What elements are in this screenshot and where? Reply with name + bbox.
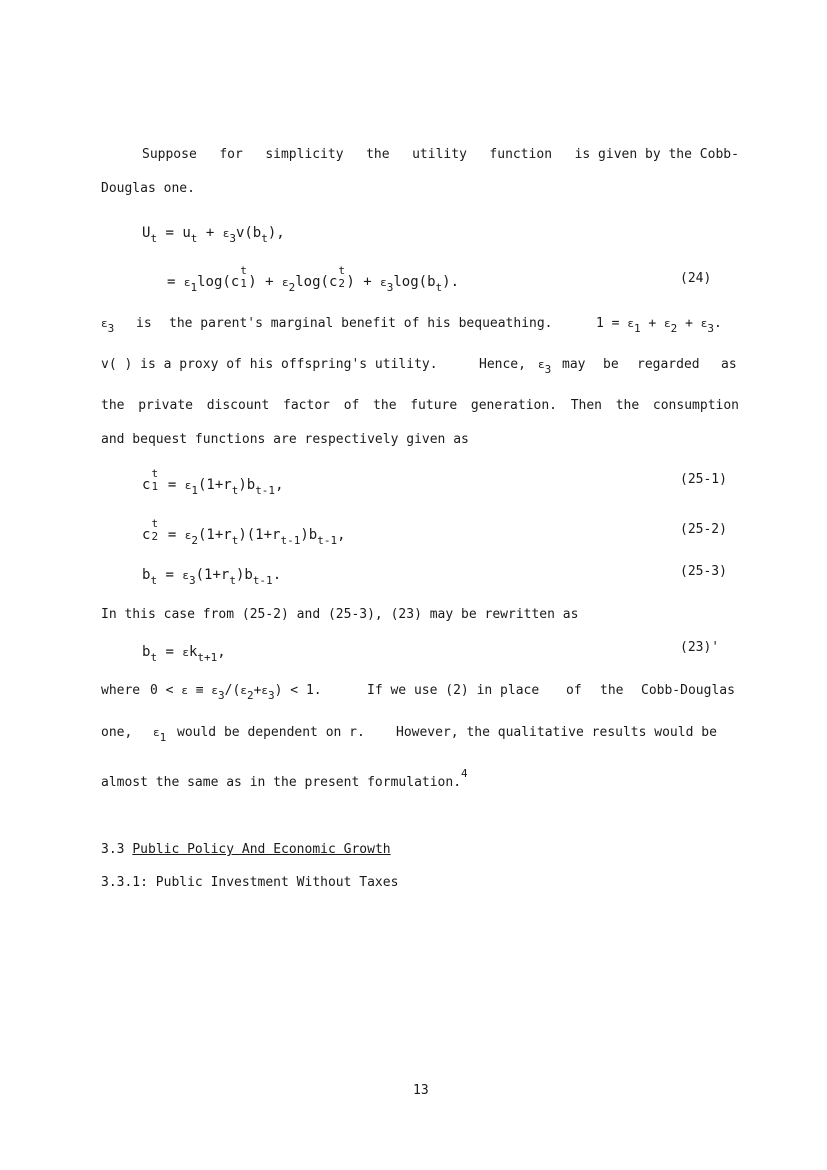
word: the bbox=[600, 683, 624, 698]
word: future bbox=[410, 398, 458, 413]
equation-25-3: $b_t = \varepsilon_3(1+r_t)b_{t-1}$. bbox=[142, 567, 282, 587]
paragraph4-line2 bbox=[101, 725, 741, 744]
word: where bbox=[101, 683, 141, 698]
word: generation. bbox=[470, 398, 557, 413]
equation-number-24: (24) bbox=[680, 271, 712, 286]
word: is given by the Cobb- bbox=[574, 147, 739, 162]
word: Suppose bbox=[142, 147, 197, 162]
word: regarded bbox=[637, 357, 700, 372]
word: the bbox=[373, 398, 397, 413]
word: one, bbox=[101, 725, 133, 740]
word: is bbox=[136, 316, 152, 331]
section-title: Public Policy And Economic Growth bbox=[132, 842, 391, 857]
footnote-marker[interactable]: 4 bbox=[461, 767, 468, 780]
word: as bbox=[721, 357, 737, 372]
epsilon-sum-identity: $1 = \varepsilon_1 + \varepsilon_2 + \varepsilon_3$. bbox=[596, 316, 722, 335]
word: consumption bbox=[652, 398, 739, 413]
text: If we use (2) in place bbox=[367, 683, 540, 698]
paragraph2-line4: and bequest functions are respectively given as bbox=[101, 432, 469, 447]
equation-25-1: c t 1 = $\varepsilon_1(1+r_t)b_{t-1}$, bbox=[142, 467, 284, 497]
word: the bbox=[366, 147, 390, 162]
word: function bbox=[489, 147, 553, 162]
equation-utility-def: $U_t = u_t + \varepsilon_3v(b_t)$, bbox=[142, 225, 285, 245]
epsilon1-symbol: $\varepsilon_1$ bbox=[153, 726, 167, 744]
paragraph3-line1: In this case from (25-2) and (25-3), (23) may be rewritten as bbox=[101, 607, 579, 622]
equation-number-23-prime: (23)' bbox=[680, 640, 720, 655]
word: Then bbox=[570, 398, 603, 413]
section-heading bbox=[101, 842, 391, 858]
text: v( ) is a proxy of his offspring's utility. bbox=[101, 357, 438, 372]
text: almost the same as in the present formulation. bbox=[101, 775, 462, 790]
page-number: 13 bbox=[413, 1083, 429, 1098]
equation-number-25-1: (25-1) bbox=[680, 472, 727, 487]
word: discount bbox=[206, 398, 270, 413]
word: of bbox=[343, 398, 360, 413]
equation-number-25-2: (25-2) bbox=[680, 522, 727, 537]
word: may bbox=[562, 357, 586, 372]
word: factor bbox=[283, 398, 330, 413]
paragraph2-line3 bbox=[101, 398, 739, 414]
equation-number-25-3: (25-3) bbox=[680, 564, 727, 579]
word: Cobb-Douglas bbox=[641, 683, 735, 698]
word: private bbox=[138, 398, 193, 413]
subsection-heading: 3.3.1: Public Investment Without Taxes bbox=[101, 875, 399, 890]
word: the bbox=[101, 398, 125, 413]
paragraph4-line1 bbox=[101, 683, 741, 702]
epsilon3-symbol: $\varepsilon_3$ bbox=[538, 358, 552, 376]
word: be bbox=[603, 357, 619, 372]
equation-24: = $\varepsilon_1\log(c$ t 1 ) + $\varepsilon_2\log(c$ t 2 ) + $\varepsilon_3\log(b_t)$. bbox=[167, 264, 459, 294]
epsilon3-symbol: $\varepsilon_3$ bbox=[101, 317, 115, 335]
word: the bbox=[615, 398, 640, 413]
word: utility bbox=[412, 147, 467, 162]
section-number: 3.3 bbox=[101, 842, 125, 857]
text: would be dependent on r. bbox=[177, 725, 365, 740]
word: for bbox=[219, 147, 243, 162]
epsilon-definition: $0 < \varepsilon \equiv \varepsilon_3/(\varepsilon_2+\varepsilon_3) < 1$. bbox=[150, 683, 322, 702]
word: Hence, bbox=[479, 357, 526, 372]
word: simplicity bbox=[265, 147, 344, 162]
word: of bbox=[566, 683, 582, 698]
text: the parent's marginal benefit of his bequeathing. bbox=[169, 316, 553, 331]
paragraph2-line2 bbox=[101, 357, 739, 376]
equation-23-prime: $b_t = \varepsilon k_{t+1}$, bbox=[142, 644, 226, 664]
paragraph1-line1 bbox=[142, 147, 739, 163]
paragraph2-line1 bbox=[101, 316, 739, 335]
equation-25-2: c t 2 = $\varepsilon_2(1+r_t)(1+r_{t-1})b_{t-1}$, bbox=[142, 517, 346, 547]
paragraph4-line3 bbox=[101, 767, 468, 791]
paragraph1-line2: Douglas one. bbox=[101, 181, 195, 196]
text: However, the qualitative results would be bbox=[396, 725, 717, 740]
